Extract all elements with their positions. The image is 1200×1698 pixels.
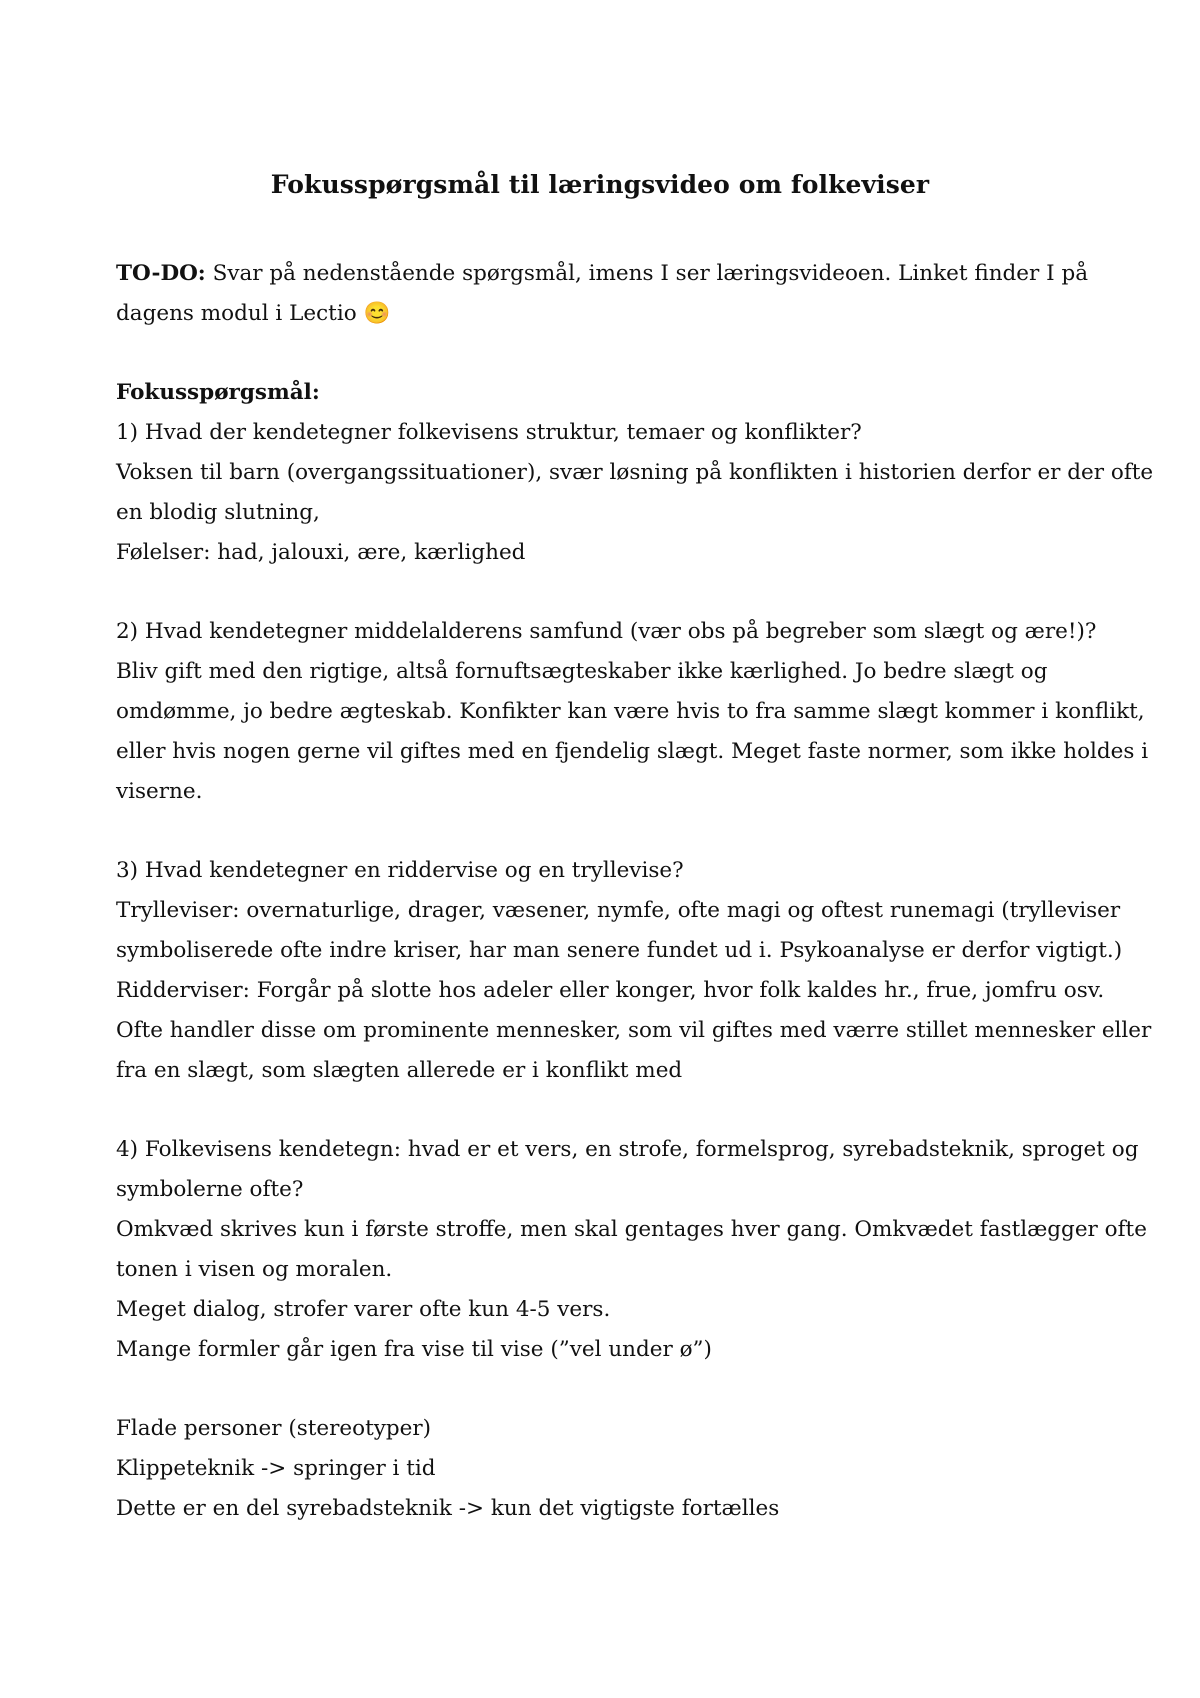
answer-3-line: Ridderviser: Forgår på slotte hos adeler eller konger, hvor folk kaldes hr., frue, jomfru osv. bbox=[116, 978, 1105, 1003]
answer-4-line: Mange formler går igen fra vise til vise (”vel under ø”) bbox=[116, 1337, 712, 1362]
answer-2-line: omdømme, jo bedre ægteskab. Konfikter kan være hvis to fra samme slægt kommer i konflikt, bbox=[116, 699, 1145, 724]
spacer bbox=[116, 1370, 1101, 1409]
extra-note: Dette er en del syrebadsteknik -> kun det vigtigste fortælles bbox=[116, 1496, 780, 1521]
question-4-line: 4) Folkevisens kendetegn: hvad er et vers, en strofe, formelsprog, syrebadsteknik, sproget og bbox=[116, 1137, 1139, 1162]
spacer bbox=[116, 334, 1101, 373]
question-3: 3) Hvad kendetegner en riddervise og en tryllevise? bbox=[116, 858, 684, 883]
document-body bbox=[116, 254, 1154, 1529]
answer-1-line: en blodig slutning, bbox=[116, 500, 320, 525]
section-heading: Fokusspørgsmål: bbox=[116, 380, 320, 405]
answer-3-line: symboliserede ofte indre kriser, har man senere fundet ud i. Psykoanalyse er derfor vigtigt.) bbox=[116, 938, 1123, 963]
answer-2-line: eller hvis nogen gerne vil giftes med en fjendelig slægt. Meget faste normer, som ikke holdes i bbox=[116, 739, 1149, 764]
answer-2-line: viserne. bbox=[116, 779, 203, 804]
answer-4-line: Meget dialog, strofer varer ofte kun 4-5 vers. bbox=[116, 1297, 611, 1322]
extra-note: Klippeteknik -> springer i tid bbox=[116, 1456, 436, 1481]
spacer bbox=[116, 812, 1101, 851]
answer-3-line: Ofte handler disse om prominente mennesker, som vil giftes med værre stillet mennesker eller bbox=[116, 1018, 1152, 1043]
answer-3-line: Trylleviser: overnaturlige, drager, væsener, nymfe, ofte magi og oftest runemagi (trylleviser bbox=[116, 898, 1121, 923]
question-1: 1) Hvad der kendetegner folkevisens struktur, temaer og konflikter? bbox=[116, 420, 862, 445]
spacer bbox=[116, 573, 1101, 612]
answer-4-line: tonen i visen og moralen. bbox=[116, 1257, 393, 1282]
answer-1-line: Voksen til barn (overgangssituationer), svær løsning på konflikten i historien derfor er der ofte bbox=[116, 460, 1154, 485]
answer-2-line: Bliv gift med den rigtige, altså fornuftsægteskaber ikke kærlighed. Jo bedre slægt og bbox=[116, 659, 1048, 684]
answer-3-line: fra en slægt, som slægten allerede er i konflikt med bbox=[116, 1058, 683, 1083]
answer-1-line: Følelser: had, jalouxi, ære, kærlighed bbox=[116, 540, 526, 565]
todo-line-2: dagens modul i Lectio 😊 bbox=[116, 301, 391, 326]
question-4-line: symbolerne ofte? bbox=[116, 1177, 304, 1202]
todo-text-1: Svar på nedenstående spørgsmål, imens I ser læringsvideoen. Linket finder I på bbox=[205, 261, 1089, 286]
extra-note: Flade personer (stereotyper) bbox=[116, 1416, 432, 1441]
question-2: 2) Hvad kendetegner middelalderens samfund (vær obs på begreber som slægt og ære!)? bbox=[116, 619, 1097, 644]
spacer bbox=[116, 1091, 1101, 1130]
todo-line-1 bbox=[116, 254, 1101, 294]
todo-label: TO-DO: bbox=[116, 261, 206, 286]
document-title: Fokusspørgsmål til læringsvideo om folkeviser bbox=[270, 170, 930, 199]
answer-4-line: Omkvæd skrives kun i første stroffe, men skal gentages hver gang. Omkvædet fastlægger ofte bbox=[116, 1217, 1147, 1242]
